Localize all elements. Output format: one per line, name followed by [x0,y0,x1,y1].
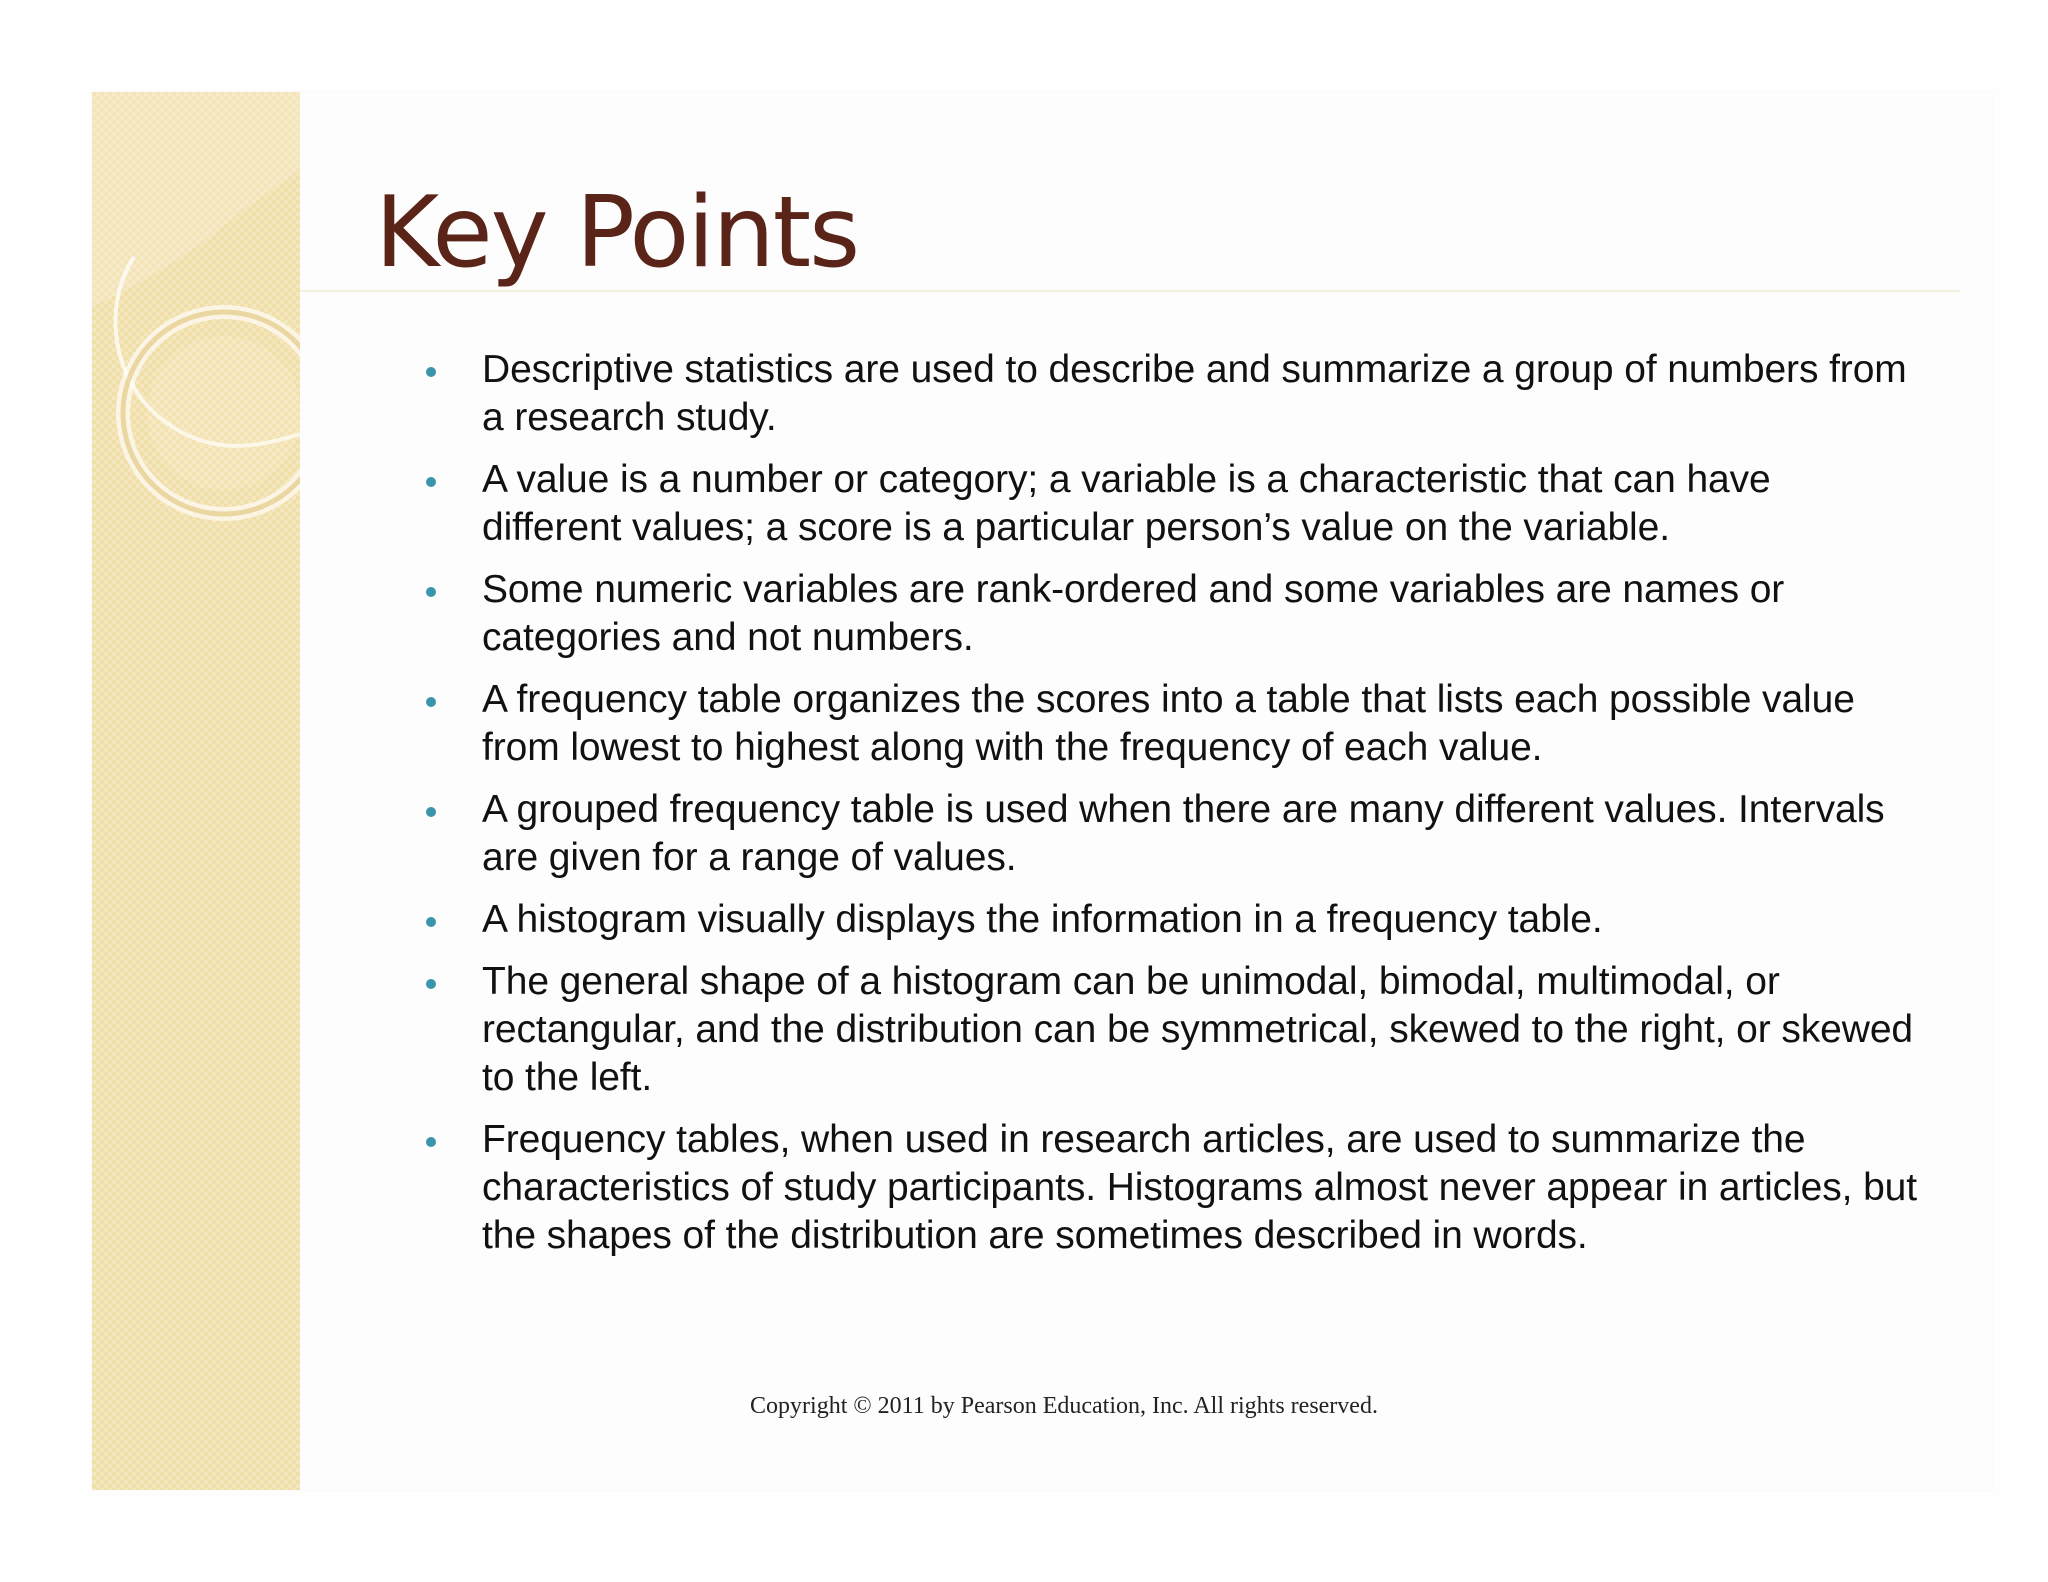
bullet-icon [426,979,436,989]
bullet-icon [426,587,436,597]
key-point-text-2: A value is a number or category; a variable is a characteristic that can have different values; a score is a particular person’s value on the variable. [482,458,1771,549]
key-point-8 [420,1116,1920,1260]
key-point-6 [420,896,1920,944]
key-points-list [420,346,1920,1274]
title-divider [300,290,1960,292]
decorative-circles [92,92,300,1490]
decorative-ring-core [147,336,300,490]
key-point-text-5: A grouped frequency table is used when there are many different values. Intervals are given for a range of values. [482,788,1885,879]
slide-title: Key Points [375,176,859,290]
key-point-text-6: A histogram visually displays the information in a frequency table. [482,898,1603,941]
bullet-icon [426,1137,436,1147]
key-point-text-1: Descriptive statistics are used to describe and summarize a group of numbers from a research study. [482,348,1907,439]
key-point-text-8: Frequency tables, when used in research articles, are used to summarize the characteristics of study participants. Histograms almost never appear in articles, but the shapes of the distribution are sometimes described in words. [482,1118,1918,1257]
key-point-4 [420,676,1920,772]
bullet-icon [426,477,436,487]
key-point-3 [420,566,1920,662]
key-point-text-4: A frequency table organizes the scores into a table that lists each possible value from lowest to highest along with the frequency of each value. [482,678,1855,769]
key-point-5 [420,786,1920,882]
bullet-icon [426,367,436,377]
key-point-text-3: Some numeric variables are rank-ordered and some variables are names or categories and not numbers. [482,568,1785,659]
key-point-text-7: The general shape of a histogram can be unimodal, bimodal, multimodal, or rectangular, and the distribution can be symmetrical, skewed to the right, or skewed to the left. [482,960,1914,1099]
copyright-footer: Copyright © 2011 by Pearson Education, Inc. All rights reserved. [750,1393,1378,1419]
bullet-icon [426,917,436,927]
key-point-1 [420,346,1920,442]
bullet-icon [426,807,436,817]
decorative-side-band [92,92,300,1490]
key-point-7 [420,958,1920,1102]
key-point-2 [420,456,1920,552]
bullet-icon [426,697,436,707]
